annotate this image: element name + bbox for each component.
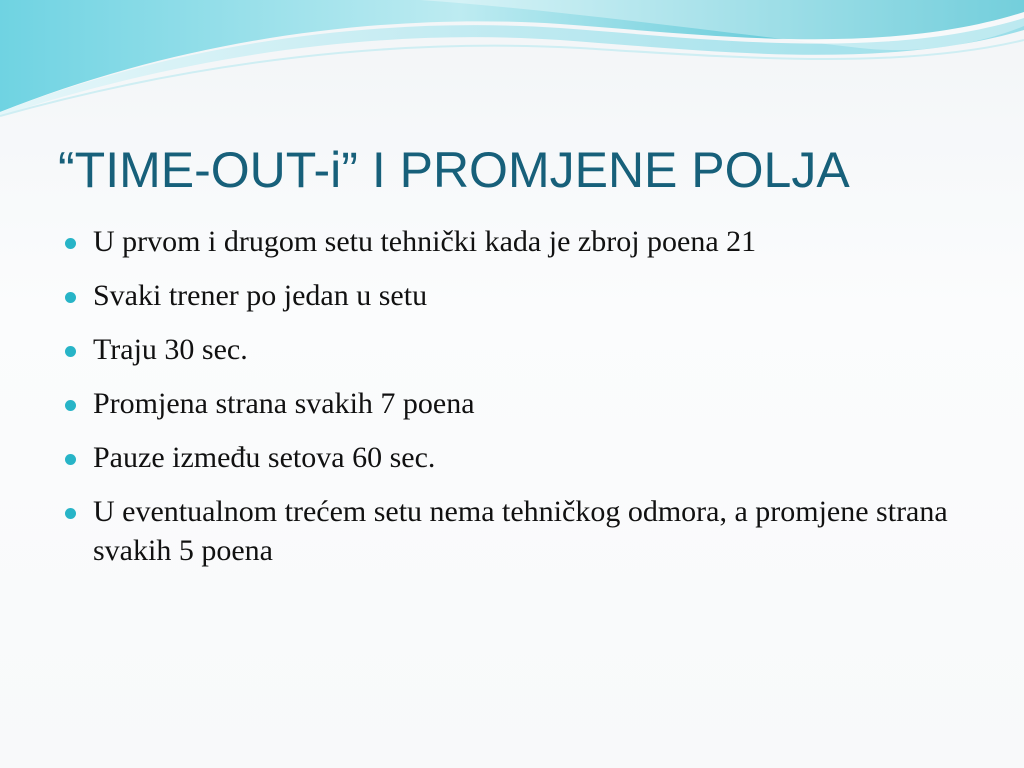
bullet-dot-icon [65,454,76,465]
bullet-text: U eventualnom trećem setu nema tehničkog odmora, a promjene strana svakih 5 poena [93,495,948,567]
bullet-dot-icon [65,508,76,519]
bullet-item [62,330,1002,369]
header-wave-decoration [0,0,1024,120]
bullet-text: Traju 30 sec. [93,333,248,366]
bullet-list [62,222,1002,585]
bullet-dot-icon [65,292,76,303]
bullet-text: U prvom i drugom setu tehnički kada je zbroj poena 21 [93,225,757,258]
bullet-text: Pauze između setova 60 sec. [93,441,436,474]
bullet-item [62,222,1002,261]
slide-title: “TIME-OUT-i” I PROMJENE POLJA [58,142,850,198]
bullet-item [62,438,1002,477]
bullet-item [62,276,1002,315]
bullet-item [62,384,1002,423]
bullet-dot-icon [65,346,76,357]
bullet-item [62,492,1002,570]
bullet-dot-icon [65,400,76,411]
bullet-text: Svaki trener po jedan u setu [93,279,428,312]
bullet-dot-icon [65,238,76,249]
bullet-text: Promjena strana svakih 7 poena [93,387,475,420]
